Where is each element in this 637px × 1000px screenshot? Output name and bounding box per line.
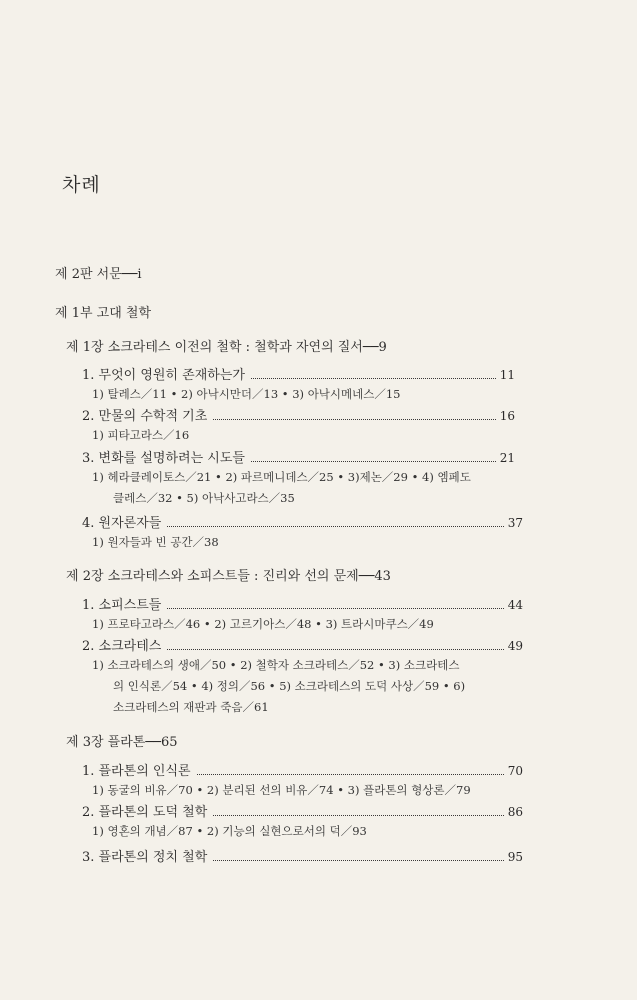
dot-leader [213, 419, 495, 420]
dot-leader [213, 860, 503, 861]
page-number: 70 [507, 764, 523, 778]
dot-leader [213, 815, 503, 816]
part-title: 제 1부 고대 철학 [55, 306, 152, 321]
subsection-list: 의 인식론／54 • 4) 정의／56 • 5) 소크라테스의 도덕 사상／59 • 6) [113, 679, 466, 693]
preface-entry: 제 2판 서문──i [55, 267, 142, 282]
section-title: 3. 플라톤의 정치 철학 [82, 850, 208, 865]
toc-entry [82, 846, 523, 865]
subsection-list: 1) 원자들과 빈 공간／38 [92, 535, 219, 549]
section-title: 3. 변화를 설명하려는 시도들 [82, 451, 245, 466]
subsection-list: 1) 헤라클레이토스／21 • 2) 파르메니데스／25 • 3)제논／29 • 4) 엠페도 [92, 470, 471, 484]
subsection-list: 1) 영혼의 개념／87 • 2) 기능의 실현으로서의 덕／93 [92, 824, 367, 838]
section-title: 2. 만물의 수학적 기초 [82, 409, 208, 424]
toc-entry [82, 364, 515, 383]
section-title: 1. 소피스트들 [82, 598, 162, 613]
section-title: 4. 원자론자들 [82, 516, 162, 531]
dot-leader [251, 378, 496, 379]
page-number: 49 [507, 639, 523, 653]
chapter-title: 제 1장 소크라테스 이전의 철학 : 철학과 자연의 질서──9 [66, 340, 387, 355]
dot-leader [167, 649, 503, 650]
page-number: 86 [507, 805, 523, 819]
subsection-list: 클레스／32 • 5) 아낙사고라스／35 [113, 491, 295, 505]
section-title: 1. 플라톤의 인식론 [82, 764, 191, 779]
chapter-title: 제 2장 소크라테스와 소피스트들 : 진리와 선의 문제──43 [66, 569, 391, 584]
subsection-list: 1) 탈레스／11 • 2) 아낙시만더／13 • 3) 아낙시메네스／15 [92, 387, 401, 401]
toc-entry [82, 512, 523, 531]
toc-entry [82, 801, 523, 820]
page-title: 차례 [62, 174, 101, 196]
chapter-title: 제 3장 플라톤──65 [66, 735, 178, 750]
section-title: 1. 무엇이 영원히 존재하는가 [82, 368, 245, 383]
toc-entry [82, 594, 523, 613]
section-title: 2. 소크라테스 [82, 639, 162, 654]
page-number: 16 [499, 409, 515, 423]
toc-entry [82, 760, 523, 779]
dot-leader [197, 774, 504, 775]
subsection-list: 1) 피타고라스／16 [92, 428, 190, 442]
subsection-list: 1) 프로타고라스／46 • 2) 고르기아스／48 • 3) 트라시마쿠스／49 [92, 617, 434, 631]
subsection-list: 1) 소크라테스의 생애／50 • 2) 철학자 소크라테스／52 • 3) 소크라테스 [92, 658, 460, 672]
subsection-list: 1) 동굴의 비유／70 • 2) 분리된 선의 비유／74 • 3) 플라톤의 형상론／79 [92, 783, 471, 797]
dot-leader [251, 461, 496, 462]
subsection-list: 소크라테스의 재판과 죽음／61 [113, 700, 269, 714]
toc-entry [82, 635, 523, 654]
dot-leader [167, 608, 503, 609]
section-title: 2. 플라톤의 도덕 철학 [82, 805, 208, 820]
toc-entry [82, 405, 515, 424]
toc-entry [82, 447, 515, 466]
page-number: 11 [499, 368, 515, 382]
page-number: 44 [507, 598, 523, 612]
page-number: 95 [507, 850, 523, 864]
dot-leader [167, 526, 503, 527]
page-number: 37 [507, 516, 523, 530]
page-number: 21 [499, 451, 515, 465]
